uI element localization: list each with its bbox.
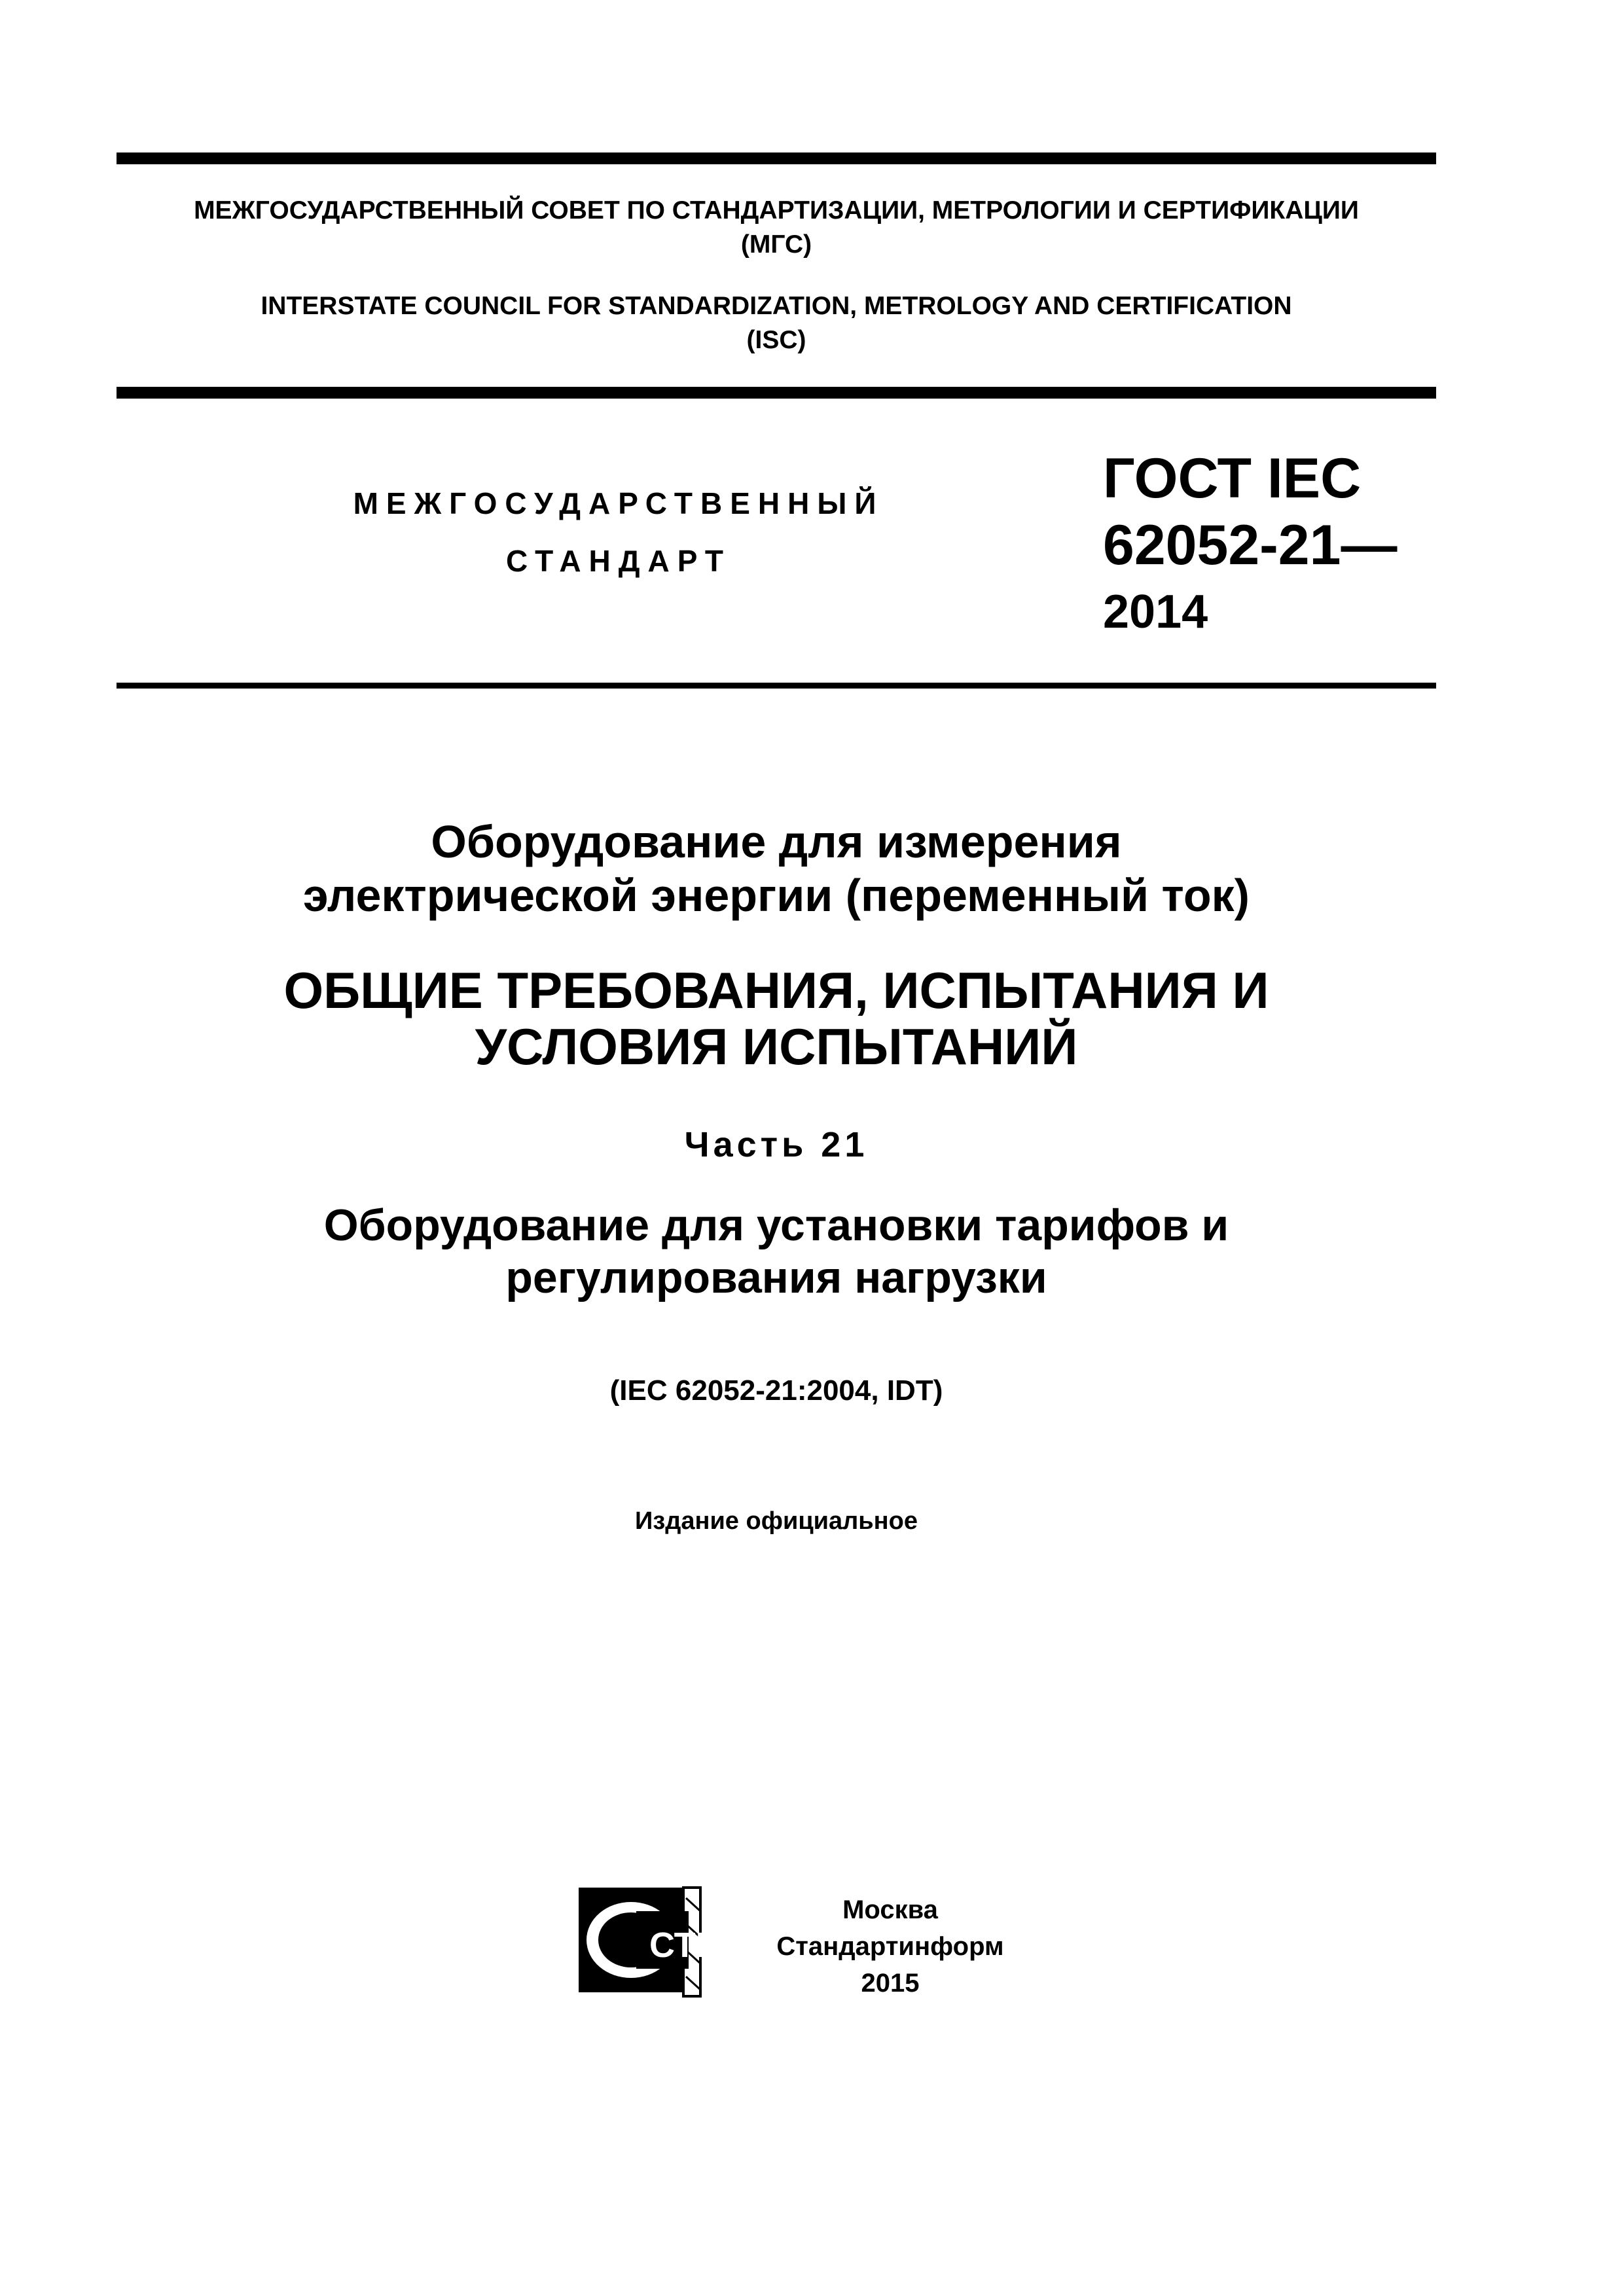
document-subtitle bbox=[117, 1199, 1436, 1304]
header-bottom-rule bbox=[117, 387, 1436, 399]
logo-text: СТИ bbox=[649, 1926, 721, 1965]
standard-code-line3: 2014 bbox=[1103, 586, 1208, 638]
title-main-line1: Оборудование для измерения bbox=[431, 816, 1122, 867]
iec-reference: (IEC 62052-21:2004, IDT) bbox=[609, 1374, 943, 1407]
subtitle-line2: регулирования нагрузки bbox=[505, 1253, 1047, 1302]
council-ru-line1: МЕЖГОСУДАРСТВЕННЫЙ СОВЕТ ПО СТАНДАРТИЗАЦИИ, МЕТРОЛОГИИ И СЕРТИФИКАЦИИ bbox=[194, 196, 1359, 224]
standard-code-line2: 62052-21— bbox=[1103, 514, 1398, 577]
title-main-line2: электрической энергии (переменный ток) bbox=[302, 870, 1250, 921]
standard-code-line1: ГОСТ IEC bbox=[1103, 447, 1362, 510]
standard-type-line1: МЕЖГОСУДАРСТВЕННЫЙ bbox=[353, 486, 884, 520]
subtitle-line1: Оборудование для установки тарифов и bbox=[323, 1200, 1229, 1250]
top-rule bbox=[117, 152, 1436, 164]
standard-code bbox=[1103, 445, 1397, 645]
document-title-caps bbox=[117, 962, 1436, 1075]
publisher-year: 2015 bbox=[861, 1969, 920, 1998]
publisher-name: Стандартинформ bbox=[776, 1932, 1004, 1961]
title-caps-line2: УСЛОВИЯ ИСПЫТАНИЙ bbox=[475, 1018, 1078, 1075]
publisher-city: Москва bbox=[842, 1895, 938, 1924]
council-en-line1: INTERSTATE COUNCIL FOR STANDARDIZATION, METROLOGY AND CERTIFICATION bbox=[261, 292, 1292, 320]
code-bottom-rule bbox=[117, 683, 1436, 689]
title-caps-line1: ОБЩИЕ ТРЕБОВАНИЯ, ИСПЫТАНИЯ И bbox=[283, 961, 1269, 1019]
council-header bbox=[117, 194, 1436, 357]
council-ru-line2: (МГС) bbox=[740, 230, 812, 259]
standard-type-line2: СТАНДАРТ bbox=[506, 544, 731, 578]
part-label: Часть 21 bbox=[684, 1125, 869, 1164]
document-title-main bbox=[117, 815, 1436, 922]
publisher-info bbox=[727, 1892, 1054, 2001]
council-en-line2: (ISC) bbox=[746, 326, 806, 354]
standartinform-logo bbox=[576, 1885, 721, 2000]
edition-label: Издание официальное bbox=[635, 1507, 918, 1535]
